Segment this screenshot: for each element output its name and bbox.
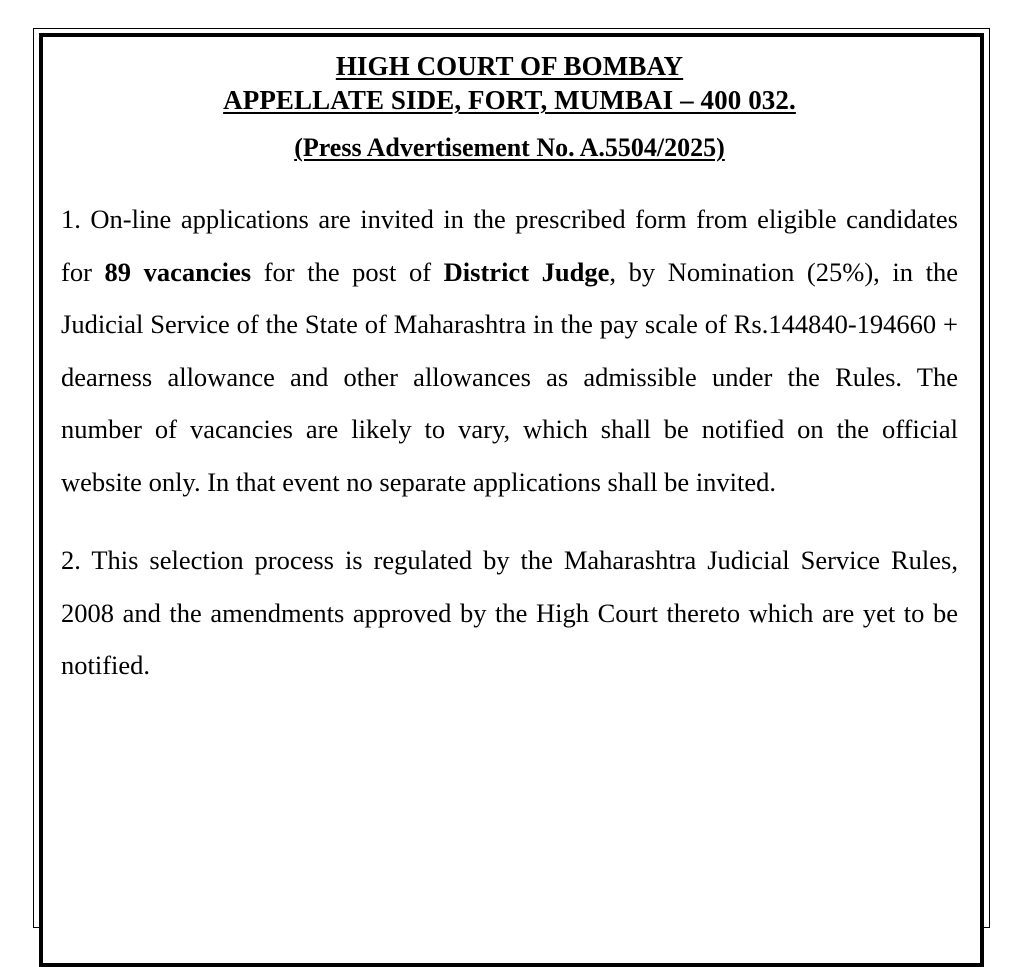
paragraph-2 xyxy=(61,534,958,692)
document-content xyxy=(61,49,958,963)
heading-line-court-text: HIGH COURT OF BOMBAY xyxy=(335,51,684,81)
paragraph-1-run-5: , by Nomination (25%), in the Judicial Service of the State of Maharashtra in the pay scale of Rs.144840-194660 + dearness allowance and other allowances as admissible under the Rules. The number of vacancies are likely to vary, which shall be notified on the official website only. In that event no separate applications shall be invited. xyxy=(61,256,958,497)
document-heading xyxy=(61,49,958,165)
paragraph-1-run-2: 89 vacancies xyxy=(104,256,252,287)
document-page-outer-border xyxy=(33,28,990,928)
paragraph-1 xyxy=(61,193,958,508)
document-page-inner-border xyxy=(39,33,984,967)
heading-line-advertisement-no xyxy=(61,131,958,165)
paragraph-1-run-3: for the post of xyxy=(251,256,444,287)
heading-line-advertisement-no-text: (Press Advertisement No. A.5504/2025) xyxy=(294,133,725,162)
heading-line-address-text: APPELLATE SIDE, FORT, MUMBAI – 400 032. xyxy=(223,85,796,115)
heading-line-court xyxy=(61,49,958,83)
paragraph-1-run-4: District Judge xyxy=(443,256,610,287)
heading-line-address xyxy=(61,83,958,117)
paragraph-2-run-1: 2. This selection process is regulated by the Maharashtra Judicial Service Rules, 2008 and the amendments approved by the High Court thereto which are yet to be notified. xyxy=(61,545,958,680)
paragraph-1-run-1: 1. On-line applications are invited in the prescribed form from eligible candidates for xyxy=(61,204,958,287)
